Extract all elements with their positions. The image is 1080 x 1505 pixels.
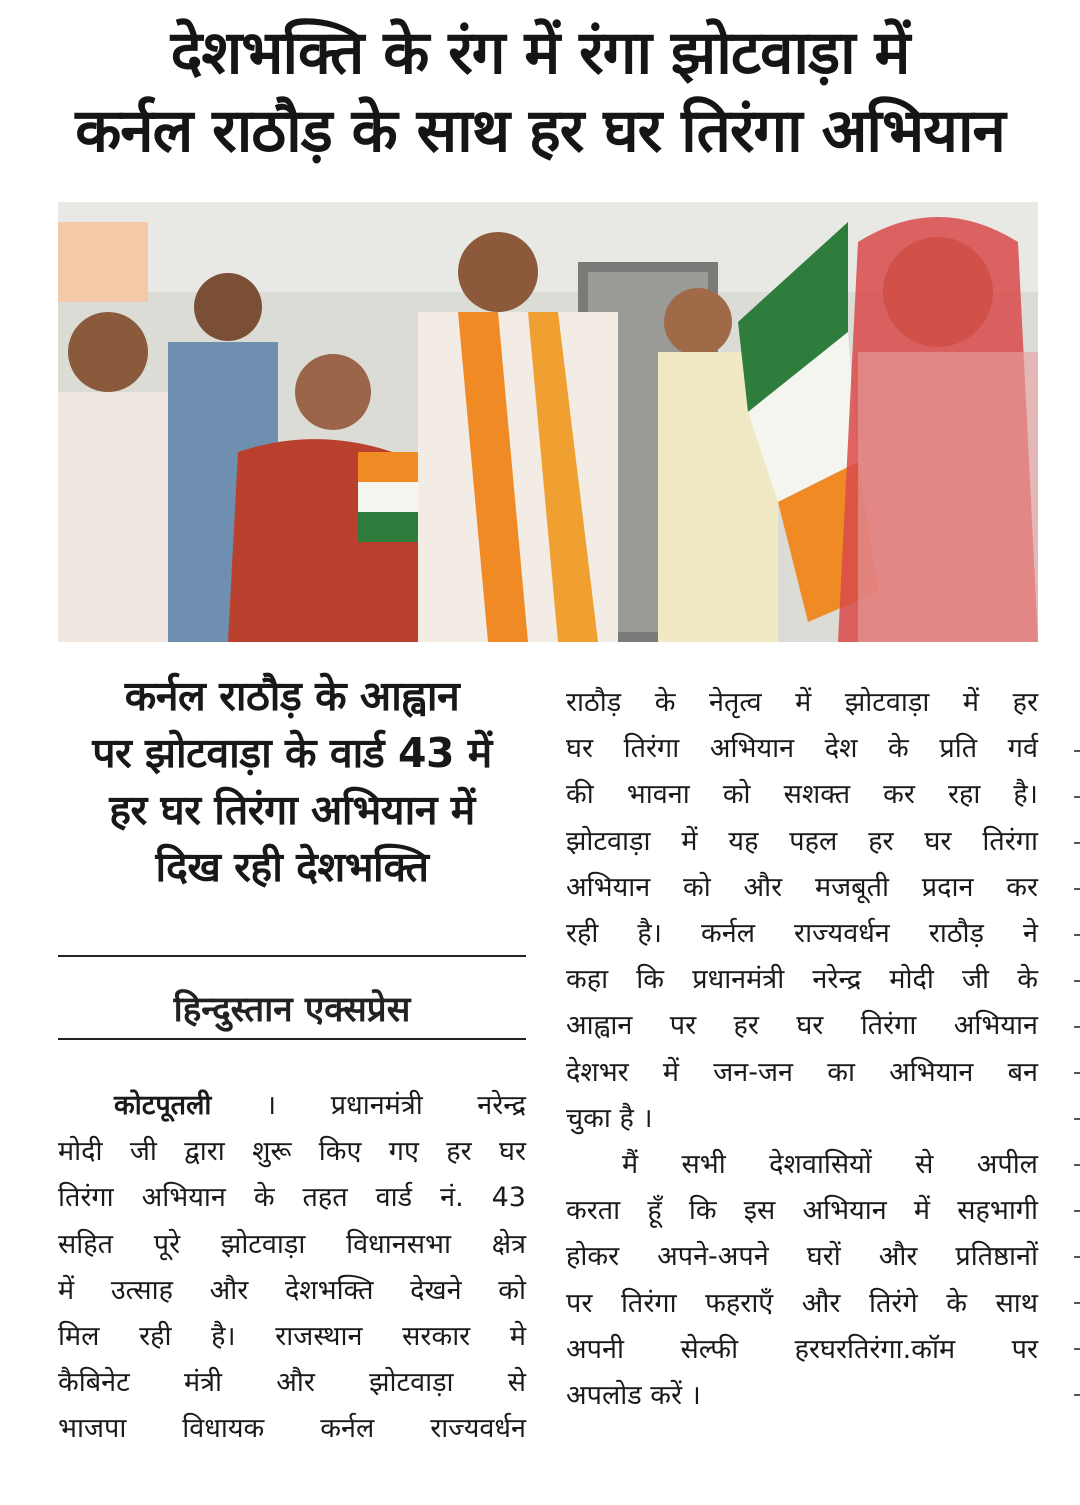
article-line: मिल रही है। राजस्थान सरकार मे — [58, 1321, 526, 1353]
article-line: भाजपा विधायक कर्नल राज्यवर्धन — [58, 1413, 526, 1445]
edge-mark — [1074, 750, 1080, 752]
edge-mark — [1074, 1164, 1080, 1166]
byline: हिन्दुस्तान एक्सप्रेस — [173, 990, 411, 1030]
edge-mark — [1074, 1302, 1080, 1304]
headline — [0, 14, 1080, 170]
edge-mark — [1074, 1118, 1080, 1120]
article-line: मोदी जी द्वारा शुरू किए गए हर घर — [58, 1136, 526, 1168]
article-line: अभियान को और मजबूती प्रदान कर — [566, 871, 1038, 903]
edge-mark — [1074, 1026, 1080, 1028]
article-line: मैं सभी देशवासियों से अपील — [622, 1149, 1038, 1181]
headline-line-1: देशभक्ति के रंग में रंगा झोटवाड़ा में — [170, 18, 910, 88]
edge-mark — [1074, 980, 1080, 982]
divider-top — [58, 955, 526, 957]
divider-bottom — [58, 1038, 526, 1040]
article-line: करता हूँ कि इस अभियान में सहभागी — [566, 1195, 1038, 1227]
article-line: राठौड़ के नेतृत्व में झोटवाड़ा में हर — [566, 687, 1038, 718]
article-line: रही है। कर्नल राज्यवर्धन राठौड़ ने — [566, 918, 1038, 950]
article-text: । प्रधानमंत्री नरेन्द्र — [211, 1090, 526, 1121]
article-line: झोटवाड़ा में यह पहल हर घर तिरंगा — [566, 825, 1038, 857]
article-line — [58, 1083, 526, 1129]
subheadline-line-4: दिख रही देशभक्ति — [155, 843, 429, 891]
article-column-right — [566, 680, 1038, 1419]
edge-mark — [1074, 1210, 1080, 1212]
edge-mark — [1074, 1072, 1080, 1074]
news-photo — [58, 202, 1038, 642]
article-line: कैबिनेट मंत्री और झोटवाड़ा से — [58, 1367, 526, 1399]
dateline: कोटपूतली — [114, 1090, 212, 1121]
article-line: कहा कि प्रधानमंत्री नरेन्द्र मोदी जी के — [566, 964, 1038, 996]
article-line: अपलोड करें । — [566, 1380, 701, 1412]
edge-marks — [1074, 750, 1080, 1440]
edge-mark — [1074, 1394, 1080, 1396]
edge-mark — [1074, 842, 1080, 844]
edge-mark — [1074, 888, 1080, 890]
article-column-left — [58, 1083, 526, 1453]
article-line: की भावना को सशक्त कर रहा है। — [566, 779, 1038, 811]
subheadline-line-3: हर घर तिरंगा अभियान में — [109, 786, 475, 834]
news-photo-icon — [58, 202, 1038, 642]
edge-mark — [1074, 1348, 1080, 1350]
headline-line-2: कर्नल राठौड़ के साथ हर घर तिरंगा अभियान — [75, 96, 1005, 166]
article-line: देशभर में जन-जन का अभियान बन — [566, 1056, 1038, 1088]
subheadline-line-1: कर्नल राठौड़ के आह्वान — [124, 672, 460, 720]
article-line: में उत्साह और देशभक्ति देखने को — [58, 1274, 526, 1306]
article-line: चुका है । — [566, 1102, 653, 1134]
edge-mark — [1074, 796, 1080, 798]
article-line: पर तिरंगा फहराएँ और तिरंगे के साथ — [566, 1287, 1038, 1319]
article-line: होकर अपने-अपने घरों और प्रतिष्ठानों — [566, 1241, 1038, 1273]
article-line: अपनी सेल्फी हरघरतिरंगा.कॉम पर — [566, 1333, 1038, 1365]
edge-mark — [1074, 934, 1080, 936]
article-line: आह्वान पर हर घर तिरंगा अभियान — [566, 1010, 1038, 1042]
edge-mark — [1074, 1256, 1080, 1258]
article-line: सहित पूरे झोटवाड़ा विधानसभा क्षेत्र — [58, 1228, 526, 1260]
article-line: तिरंगा अभियान के तहत वार्ड नं. 43 — [58, 1182, 526, 1214]
subheadline-line-2: पर झोटवाड़ा के वार्ड 43 में — [92, 729, 492, 777]
article-line: घर तिरंगा अभियान देश के प्रति गर्व — [566, 733, 1038, 765]
subheadline — [58, 668, 526, 896]
